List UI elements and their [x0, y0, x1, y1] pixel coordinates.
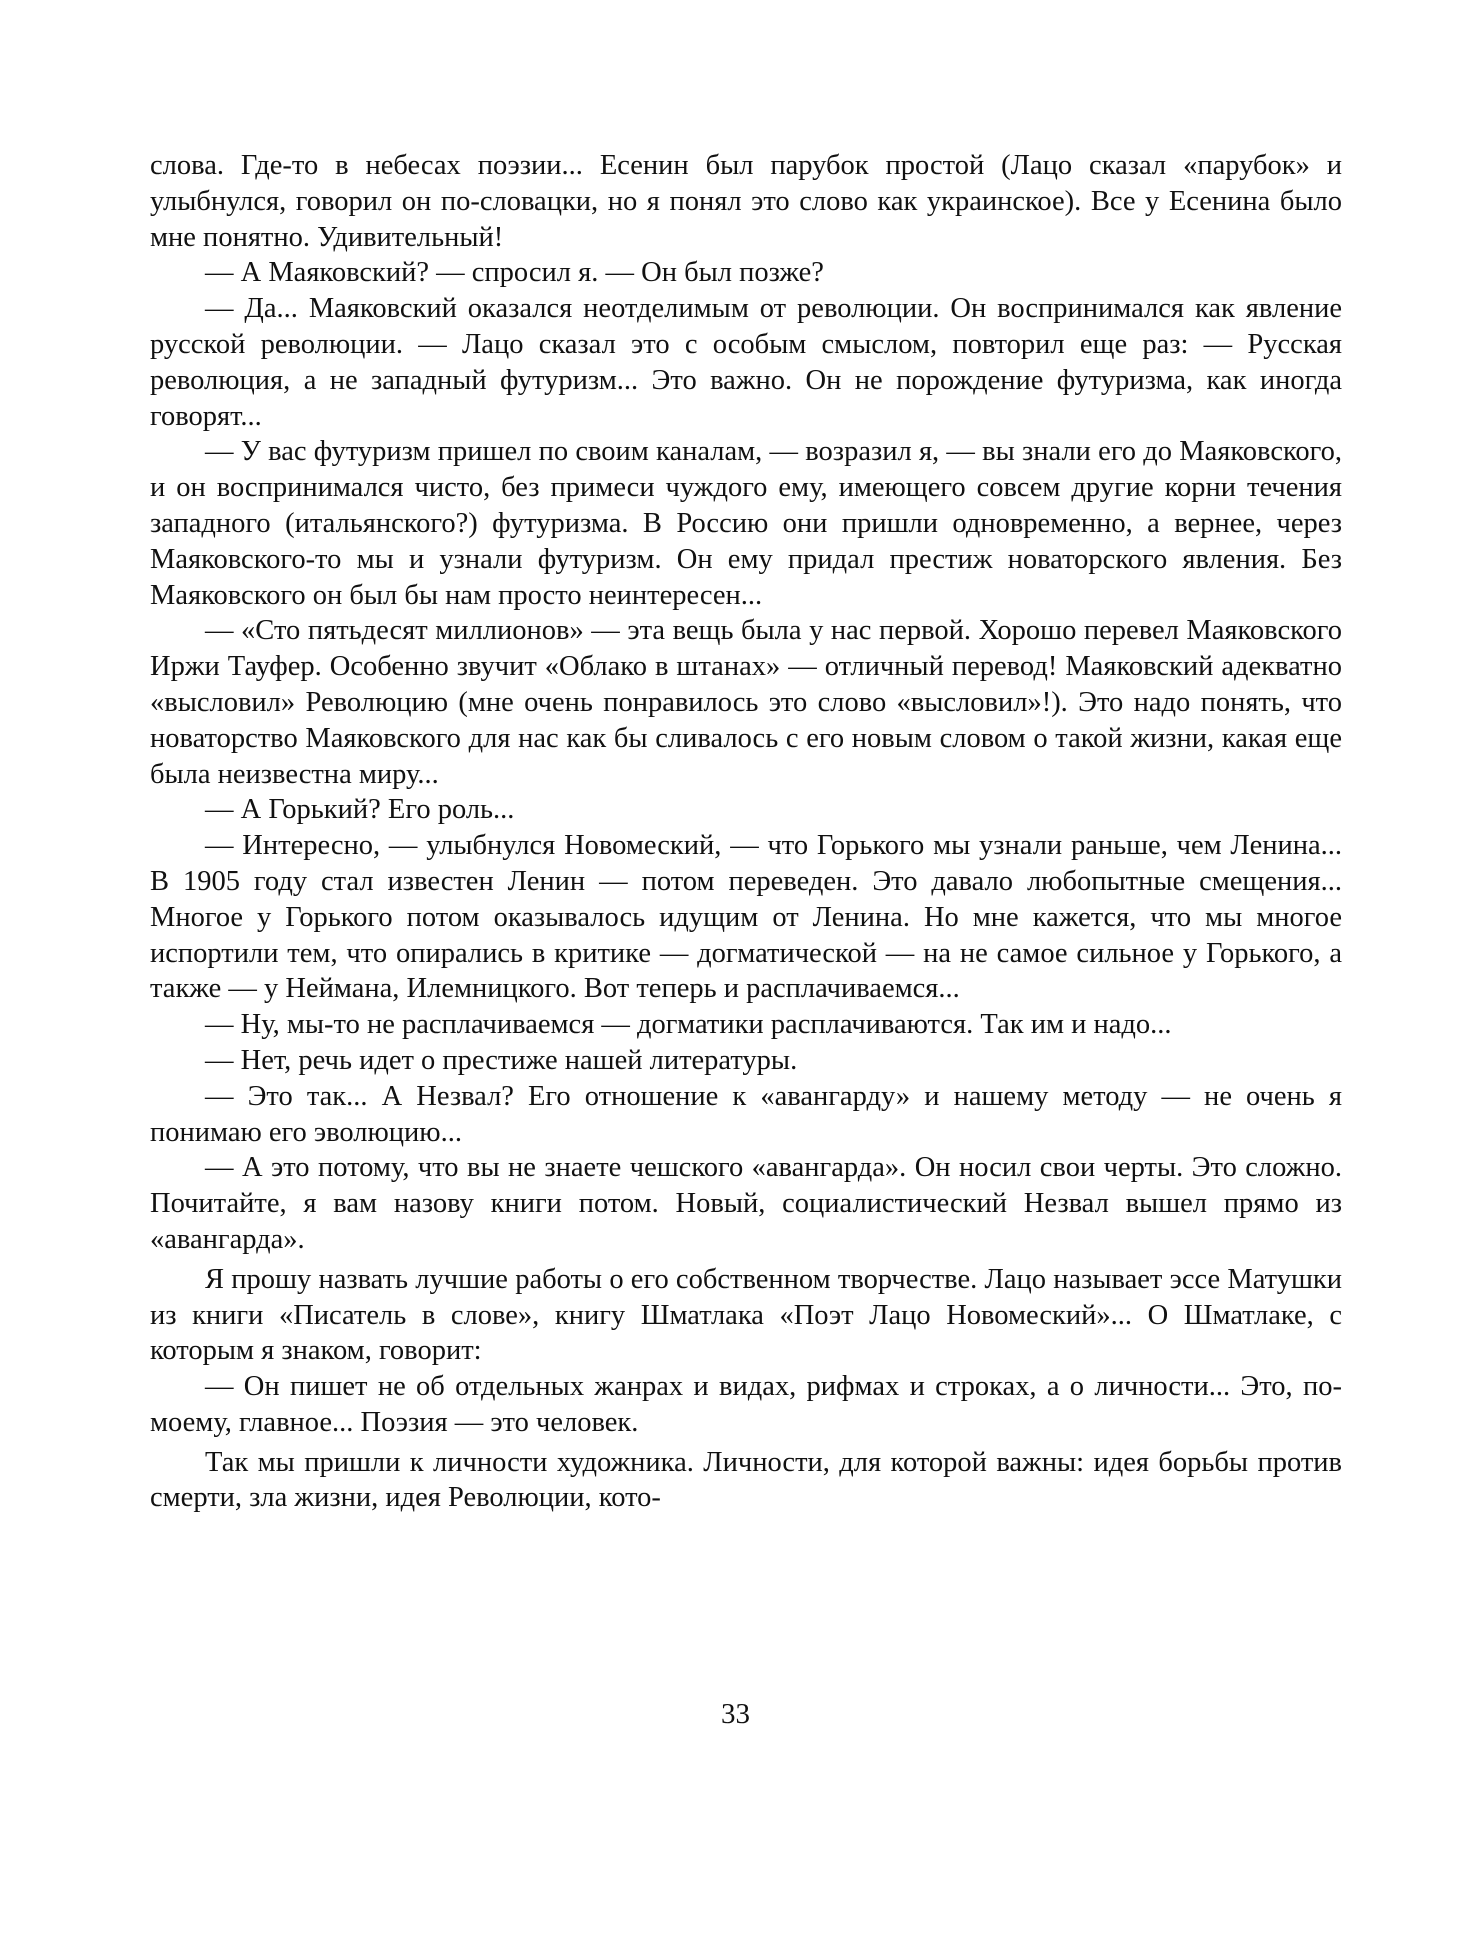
paragraph: — Да... Маяковский оказался неотделимым от революции. Он воспринимался как явление русской революции. — Лацо сказал это с особым смыслом, повторил еще раз: — Русская революция, а не западный футуризм... Это важно. Он не порождение футуризма, как иногда говорят... [150, 293, 1342, 432]
paragraph: Я прошу назвать лучшие работы о его собственном творчестве. Лацо называет эссе Матушки из книги «Писатель в слове», книгу Шматлака «Поэт Лацо Новомеский»... О Шматлаке, с которым я знаком, говорит: [150, 1263, 1342, 1367]
paragraph: — Нет, речь идет о престиже нашей литературы. [205, 1044, 798, 1076]
page-number: 33 [721, 1698, 750, 1730]
paragraph: — «Сто пятьдесят миллионов» — эта вещь была у нас первой. Хорошо перевел Маяковского Иржи Тауфер. Особенно звучит «Облако в штанах» — отличный перевод! Маяковский адекватно «высловил» Революцию (мне очень понравилось это слово «высловил»!). Это надо понять, что новаторство Маяковского для нас как бы сливалось с его новым словом о такой жизни, какая еще была неизвестна миру... [150, 615, 1342, 790]
paragraph: — У вас футуризм пришел по своим каналам, — возразил я, — вы знали его до Маяковского, и он воспринимался чисто, без примеси чуждого ему, имеющего совсем другие корни течения западного (итальянского?) футуризма. В Россию они пришли одновременно, а вернее, через Маяковского-то мы и узнали футуризм. Он ему придал престиж новаторского явления. Без Маяковского он был бы нам просто неинтересен... [150, 436, 1342, 611]
paragraph: — А это потому, что вы не знаете чешского «авангарда». Он носил свои черты. Это сложно. Почитайте, я вам назову книги потом. Новый, социалистический Незвал вышел прямо из «авангарда». [150, 1152, 1342, 1255]
paragraph: — А Маяковский? — спросил я. — Он был позже? [205, 257, 824, 289]
page-body [150, 148, 1342, 1516]
paragraph: — Он пишет не об отдельных жанрах и видах, рифмах и строках, а о личности... Это, по-моему, главное... Поэзия — это человек. [150, 1371, 1342, 1438]
paragraph: — Интересно, — улыбнулся Новомеский, — что Горького мы узнали раньше, чем Ленина... В 1905 году стал известен Ленин — потом переведен. Это давало любопытные смещения... Многое у Горького потом оказывалось идущим от Ленина. Но мне кажется, что мы многое испортили тем, что опирались в критике — догматической — на не самое сильное у Горького, а также — у Неймана, Илемницкого. Вот теперь и расплачиваемся... [150, 830, 1342, 1005]
paragraph: — Ну, мы-то не расплачиваемся — догматики расплачиваются. Так им и надо... [205, 1009, 1172, 1041]
paragraph: — А Горький? Его роль... [205, 794, 515, 826]
paragraph: слова. Где-то в небесах поэзии... Есенин был парубок простой (Лацо сказал «парубок» и улыбнулся, говорил он по-словацки, но я понял это слово как украинское). Все у Есенина было мне понятно. Удивительный! [150, 150, 1342, 253]
paragraph: Так мы пришли к личности художника. Личности, для которой важны: идея борьбы против смерти, зла жизни, идея Революции, кото- [150, 1446, 1342, 1514]
paragraph: — Это так... А Незвал? Его отношение к «авангарду» и нашему методу — не очень я понимаю его эволюцию... [150, 1080, 1342, 1148]
